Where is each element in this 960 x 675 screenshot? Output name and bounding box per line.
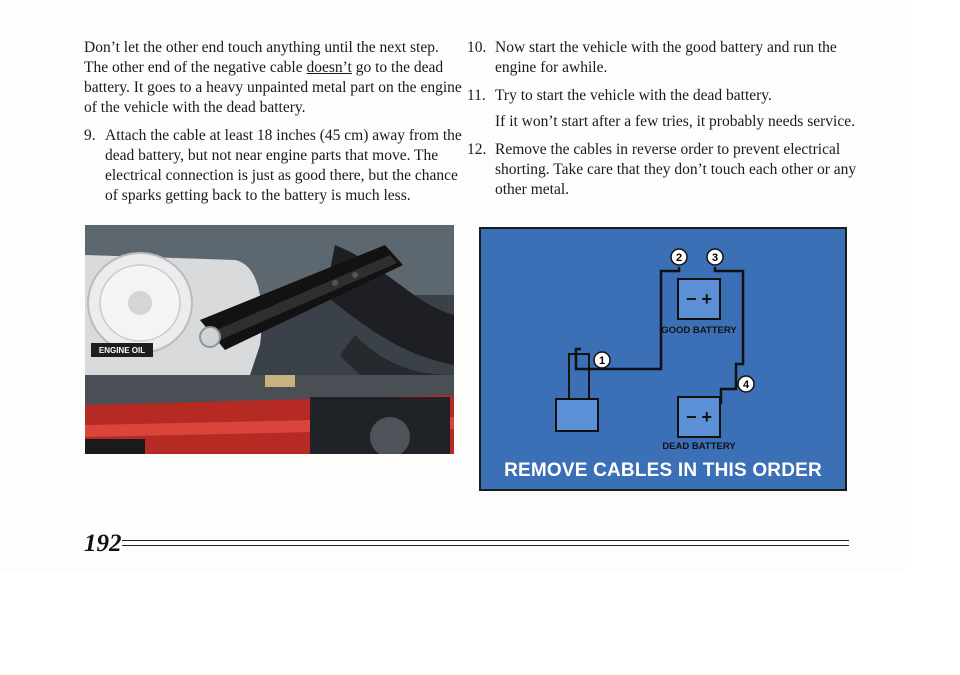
cable-diagram-drawing	[481, 229, 845, 489]
footer-rule-top	[122, 540, 849, 541]
step-12	[467, 140, 862, 200]
marker-1: 1	[598, 355, 606, 367]
dead-battery-label: DEAD BATTERY	[662, 441, 736, 452]
dead-battery-terminals: − +	[685, 407, 713, 427]
engine-photo	[85, 225, 454, 454]
step-10-text: Now start the vehicle with the good battery and run the engine for awhile.	[495, 39, 837, 76]
step-9	[84, 126, 462, 206]
step-9-number: 9.	[84, 127, 96, 144]
marker-2: 2	[675, 252, 683, 264]
cable-removal-diagram	[479, 227, 847, 491]
engine-oil-label: ENGINE OIL	[98, 346, 146, 355]
marker-4: 4	[742, 379, 750, 391]
step-11	[467, 86, 862, 106]
good-battery-label: GOOD BATTERY	[661, 325, 737, 336]
step-11-text: Try to start the vehicle with the dead battery.	[495, 87, 772, 104]
left-column	[84, 38, 462, 214]
right-column	[467, 38, 862, 208]
good-battery-terminals: − +	[685, 289, 713, 309]
engine-photo-illustration	[85, 225, 454, 454]
step-10	[467, 38, 862, 78]
intro-text-1: Don’t let the other end touch anything until the next step. The other end of the negative cable	[84, 39, 439, 76]
marker-3: 3	[711, 252, 719, 264]
intro-text-2: go to the dead battery. It goes to a heavy unpainted metal part on the engine of the vehicle with the dead battery.	[84, 59, 462, 116]
intro-paragraph	[84, 38, 462, 118]
step-12-text: Remove the cables in reverse order to prevent electrical shorting. Take care that they don’t touch each other or any other metal.	[495, 141, 857, 198]
diagram-caption: REMOVE CABLES IN THIS ORDER	[504, 460, 822, 481]
step-11-note: If it won’t start after a few tries, it probably needs service.	[495, 113, 855, 130]
intro-emphasis: doesn’t	[306, 59, 352, 76]
step-10-number: 10.	[467, 39, 487, 56]
step-9-text: Attach the cable at least 18 inches (45 cm) away from the dead battery, but not near engine parts that move. The electrical connection is just as good there, but the chance of sparks getting back to the battery is much less.	[105, 127, 462, 204]
footer-rule-bottom	[122, 545, 849, 546]
step-12-number: 12.	[467, 141, 487, 158]
step-11-number: 11.	[467, 87, 486, 104]
page-number: 192	[84, 530, 122, 557]
